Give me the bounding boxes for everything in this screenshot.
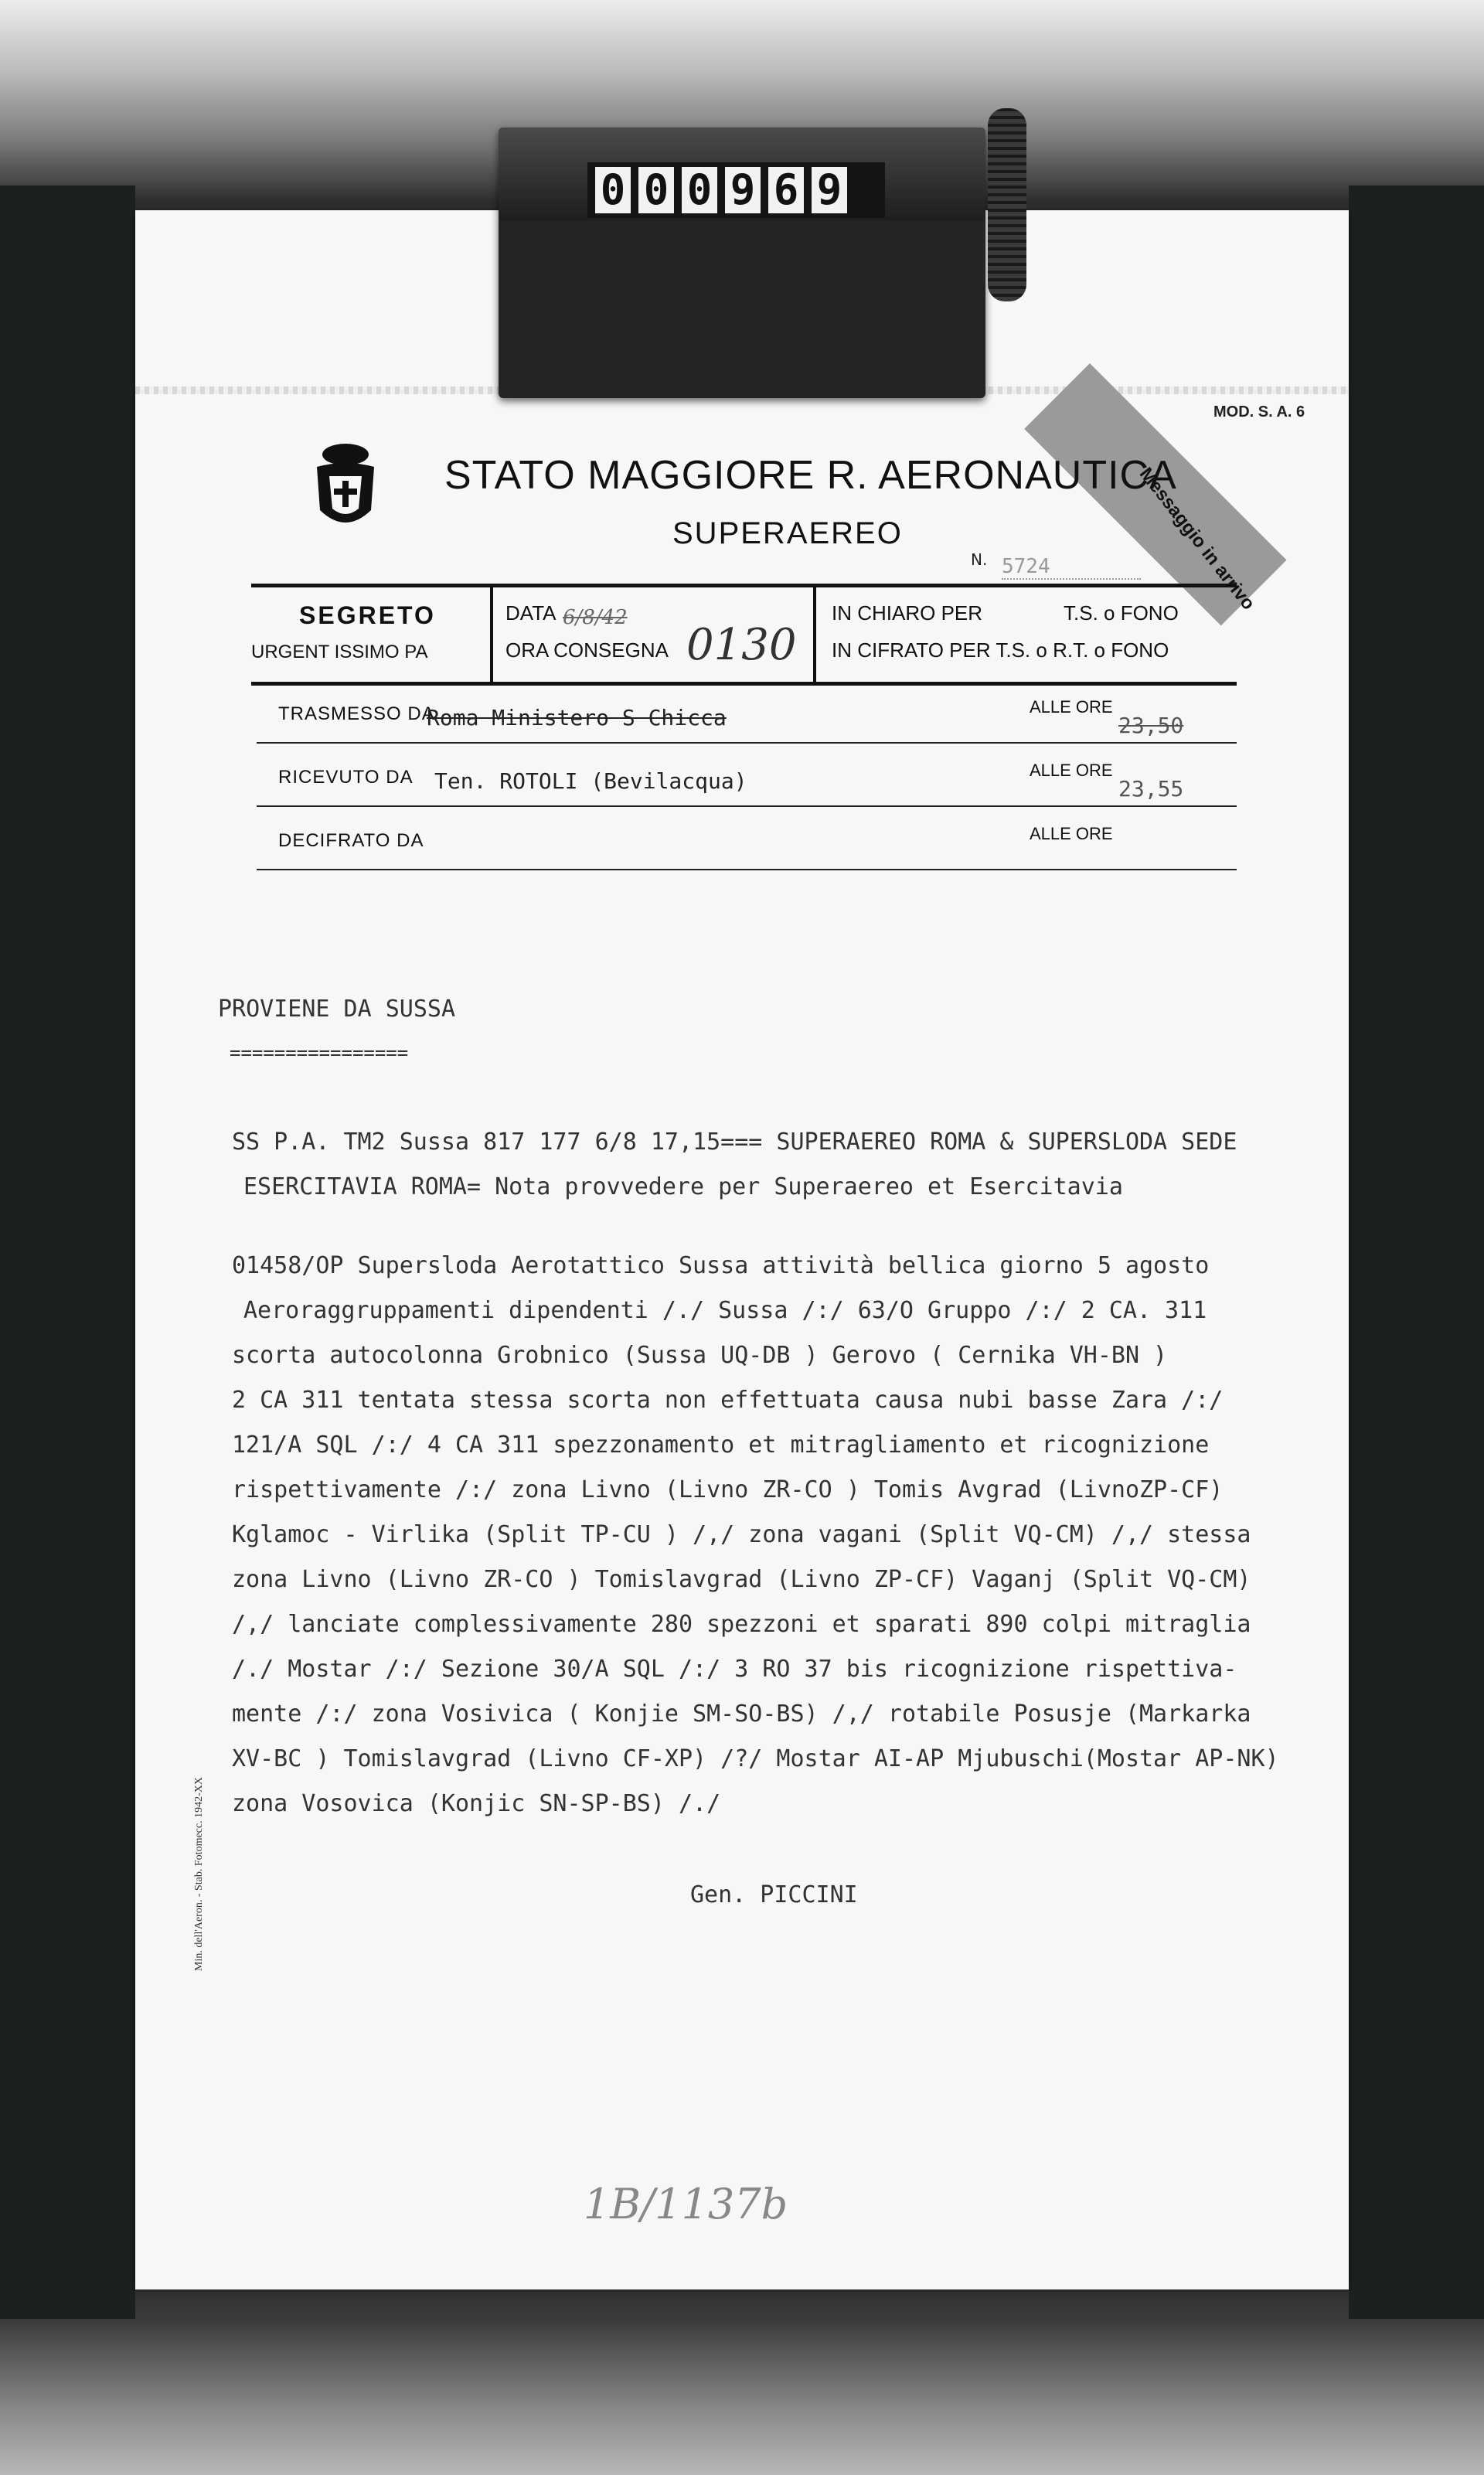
received-label: RICEVUTO DA bbox=[278, 767, 414, 788]
received-time-label: ALLE ORE bbox=[1030, 761, 1113, 780]
header-line: SS P.A. TM2 Sussa 817 177 6/8 17,15=== SUPERAEREO ROMA & SUPERSLODA SEDE bbox=[232, 1129, 1237, 1156]
received-value: Ten. ROTOLI (Bevilacqua) bbox=[434, 768, 747, 794]
body-line: 121/A SQL /:/ 4 CA 311 spezzonamento et mitragliamento et ricognizione bbox=[232, 1432, 1210, 1459]
date-value: 6/8/42 bbox=[563, 606, 628, 629]
body-line: mente /:/ zona Vosivica ( Konjie SM-SO-BS) /,/ rotabile Posusje (Markarka bbox=[232, 1700, 1251, 1728]
decoded-time-label: ALLE ORE bbox=[1030, 824, 1113, 843]
transmitted-time: 23,50 bbox=[1118, 713, 1184, 738]
transmitted-value: Roma Ministero S Chicca bbox=[427, 705, 727, 730]
incoming-message-label: Messaggio in arrivo bbox=[1135, 464, 1259, 614]
body-line: Aeroraggruppamenti dipendenti /./ Sussa /:/ 63/O Gruppo /:/ 2 CA. 311 bbox=[243, 1297, 1207, 1324]
body-line: scorta autocolonna Grobnico (Sussa UQ-DB ) Gerovo ( Cernika VH-BN ) bbox=[232, 1342, 1168, 1369]
counter-digit: 0 bbox=[595, 167, 631, 213]
plain-text-label: IN CHIARO PER bbox=[832, 601, 983, 625]
urgency-label: URGENT ISSIMO PA bbox=[251, 642, 428, 662]
secret-label: SEGRETO bbox=[299, 601, 436, 629]
frame-counter-knob bbox=[988, 108, 1026, 301]
date-label: DATA bbox=[505, 601, 556, 625]
transmitted-time-label: ALLE ORE bbox=[1030, 697, 1113, 717]
frame-counter-display bbox=[587, 162, 885, 218]
transmission-mode-cell bbox=[816, 587, 1237, 682]
body-line: Kglamoc - Virlika (Split TP-CU ) /,/ zona vagani (Split VQ-CM) /,/ stessa bbox=[232, 1521, 1251, 1548]
body-line: 2 CA 311 tentata stessa scorta non effettuata causa nubi basse Zara /:/ bbox=[232, 1387, 1224, 1414]
body-line: rispettivamente /:/ zona Livno (Livno ZR-CO ) Tomis Avgrad (LivnoZP-CF) bbox=[232, 1476, 1224, 1503]
plain-text-options: T.S. o FONO bbox=[1064, 601, 1179, 625]
decoded-row bbox=[257, 807, 1237, 870]
archive-mark: 1B/1137b bbox=[584, 2180, 788, 2228]
message-number-label: N. bbox=[971, 550, 988, 569]
cipher-label: IN CIFRATO PER T.S. o R.T. o FONO bbox=[832, 638, 1169, 662]
origin-underline: ================ bbox=[230, 1042, 409, 1064]
signature: Gen. PICCINI bbox=[690, 1881, 858, 1908]
counter-digit: 0 bbox=[682, 167, 717, 213]
counter-digit: 9 bbox=[725, 167, 761, 213]
decoded-label: DECIFRATO DA bbox=[278, 830, 424, 851]
header-line: ESERCITAVIA ROMA= Nota provvedere per Superaereo et Esercitavia bbox=[243, 1173, 1123, 1200]
delivery-time-label: ORA CONSEGNA bbox=[505, 638, 669, 662]
printer-imprint: Min. dell'Aeron. - Stab. Fotomecc. 1942-XX bbox=[193, 1777, 205, 1971]
royal-crest-icon bbox=[311, 439, 380, 533]
body-line: zona Vosovica (Konjic SN-SP-BS) /./ bbox=[232, 1790, 721, 1817]
message-number: 5724 bbox=[1002, 555, 1141, 580]
form-subtitle: SUPERAEREO bbox=[672, 516, 903, 550]
film-border-left bbox=[0, 186, 135, 2319]
received-row bbox=[257, 744, 1237, 807]
body-line: /,/ lanciate complessivamente 280 spezzoni et sparati 890 colpi mitraglia bbox=[232, 1611, 1251, 1638]
classification-cell bbox=[251, 587, 493, 682]
transmitted-label: TRASMESSO DA bbox=[278, 703, 435, 724]
counter-digit: 0 bbox=[638, 167, 674, 213]
body-line: zona Livno (Livno ZR-CO ) Tomislavgrad (Livno ZP-CF) Vaganj (Split VQ-CM) bbox=[232, 1566, 1251, 1593]
received-time: 23,55 bbox=[1118, 776, 1184, 802]
divider bbox=[257, 869, 1237, 870]
body-line: /./ Mostar /:/ Sezione 30/A SQL /:/ 3 RO 37 bis ricognizione rispettiva- bbox=[232, 1656, 1237, 1683]
counter-digit: 6 bbox=[768, 167, 804, 213]
form-model-label: MOD. S. A. 6 bbox=[1213, 403, 1305, 420]
form-title: STATO MAGGIORE R. AERONAUTICA bbox=[444, 453, 1177, 498]
date-cell bbox=[493, 587, 816, 682]
classification-table bbox=[251, 584, 1237, 686]
body-line: XV-BC ) Tomislavgrad (Livno CF-XP) /?/ Mostar AI-AP Mjubuschi(Mostar AP-NK) bbox=[232, 1745, 1279, 1772]
origin-heading: PROVIENE DA SUSSA bbox=[218, 996, 456, 1023]
film-border-right bbox=[1349, 186, 1484, 2319]
delivery-time-value: 0130 bbox=[686, 620, 797, 670]
body-line: 01458/OP Supersloda Aerotattico Sussa attività bellica giorno 5 agosto bbox=[232, 1252, 1210, 1279]
counter-digit: 9 bbox=[812, 167, 847, 213]
transmitted-row bbox=[257, 680, 1237, 744]
